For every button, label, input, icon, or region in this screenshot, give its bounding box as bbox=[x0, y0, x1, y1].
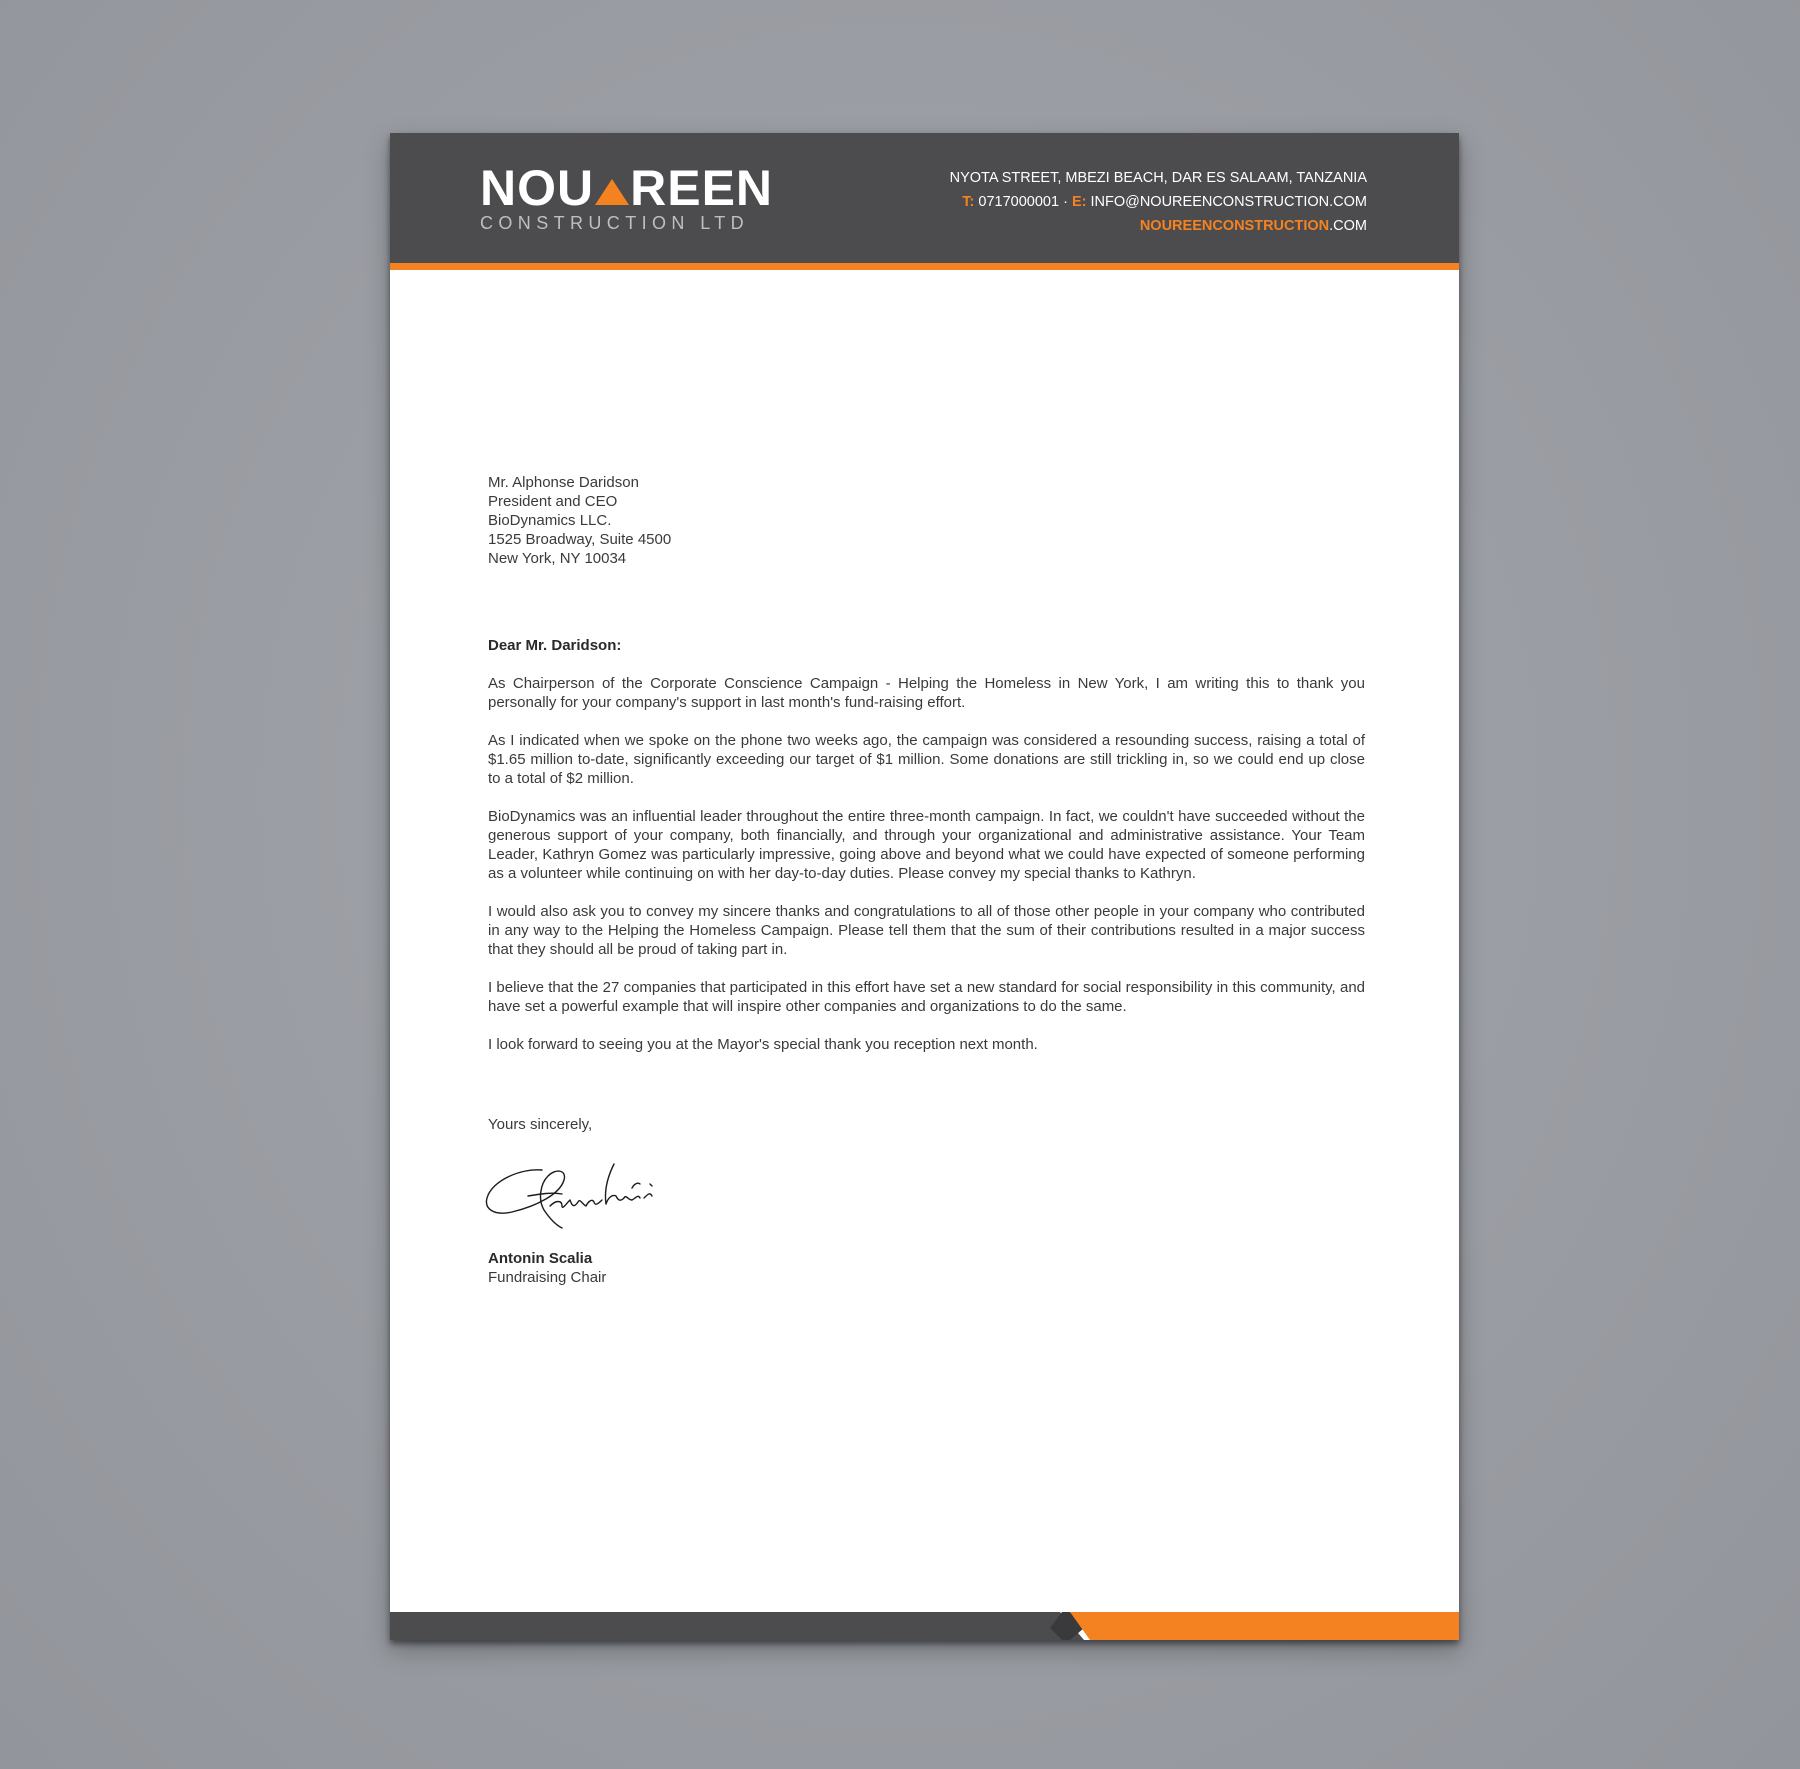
recipient-street: 1525 Broadway, Suite 4500 bbox=[488, 531, 672, 548]
body-paragraph: I look forward to seeing you at the Mayor's special thank you reception next month. bbox=[488, 1036, 1038, 1053]
signer-block bbox=[488, 1249, 1365, 1287]
contact-line bbox=[950, 190, 1367, 214]
email-label: E: bbox=[1071, 194, 1087, 210]
logo-name-part2: REEN bbox=[630, 160, 774, 216]
recipient-address bbox=[488, 473, 1365, 568]
logo-wordmark bbox=[480, 160, 774, 216]
letterhead-header bbox=[390, 133, 1459, 263]
website-tld: .COM bbox=[1329, 218, 1367, 234]
email-address[interactable]: INFO@NOUREENCONSTRUCTION.COM bbox=[1090, 194, 1367, 210]
triangle-icon bbox=[595, 179, 629, 205]
contact-block bbox=[950, 166, 1367, 238]
website-link[interactable] bbox=[950, 214, 1367, 238]
recipient-name: Mr. Alphonse Daridson bbox=[488, 474, 639, 491]
salutation: Dear Mr. Daridson: bbox=[488, 637, 622, 654]
recipient-city: New York, NY 10034 bbox=[488, 550, 627, 567]
signature-image bbox=[482, 1154, 672, 1244]
body-paragraph: As Chairperson of the Corporate Conscience Campaign - Helping the Homeless in New York, I am writing this to thank you personally for your company's support in last month's fund-raising effort. bbox=[488, 675, 1365, 711]
header-accent-rule bbox=[390, 263, 1459, 270]
logo-subtitle: CONSTRUCTION LTD bbox=[480, 213, 750, 233]
body-paragraph: As I indicated when we spoke on the phone two weeks ago, the campaign was considered a resounding success, raising a total of $1.65 million to-date, significantly exceeding our target of $1 million. Some donations are still trickling in, so we could end up close to a total of $2 million. bbox=[488, 732, 1365, 787]
phone-label: T: bbox=[962, 194, 975, 210]
body-paragraph: BioDynamics was an influential leader throughout the entire three-month campaign. In fact, we couldn't have succeeded without the generous support of your company, both financially, and through your organizational and administrative assistance. Your Team Leader, Kathryn Gomez was particularly impressive, going above and beyond what we could have expected of someone performing as a volunteer while continuing on with her day-to-day duties. Please convey my special thanks to Kathryn. bbox=[488, 808, 1365, 882]
contact-separator: · bbox=[1063, 194, 1068, 210]
company-address: NYOTA STREET, MBEZI BEACH, DAR ES SALAAM, TANZANIA bbox=[949, 170, 1367, 186]
company-logo bbox=[480, 160, 774, 234]
body-paragraph: I believe that the 27 companies that participated in this effort have set a new standard for social responsibility in this community, and have set a powerful example that will inspire other companies and organizations to do the same. bbox=[488, 979, 1365, 1015]
recipient-title: President and CEO bbox=[488, 493, 618, 510]
phone-number[interactable]: 0717000001 bbox=[978, 194, 1060, 210]
footer-dark-stripe bbox=[390, 1612, 1084, 1640]
signer-title: Fundraising Chair bbox=[488, 1269, 607, 1286]
letter-page bbox=[390, 133, 1459, 1640]
recipient-company: BioDynamics LLC. bbox=[488, 512, 612, 529]
footer-orange-stripe bbox=[1070, 1612, 1459, 1640]
signer-name: Antonin Scalia bbox=[488, 1250, 593, 1267]
body-paragraph: I would also ask you to convey my sincere thanks and congratulations to all of those other people in your company who contributed in any way to the Helping the Homeless Campaign. Please tell them that the sum of their contributions resulted in a major success that they should all be proud of taking part in. bbox=[488, 903, 1365, 958]
closing-line: Yours sincerely, bbox=[488, 1116, 593, 1133]
letter-body bbox=[488, 674, 1365, 1073]
logo-name-part1: NOU bbox=[480, 160, 595, 216]
website-name: NOUREENCONSTRUCTION bbox=[1139, 218, 1330, 234]
footer-band bbox=[390, 1612, 1459, 1640]
